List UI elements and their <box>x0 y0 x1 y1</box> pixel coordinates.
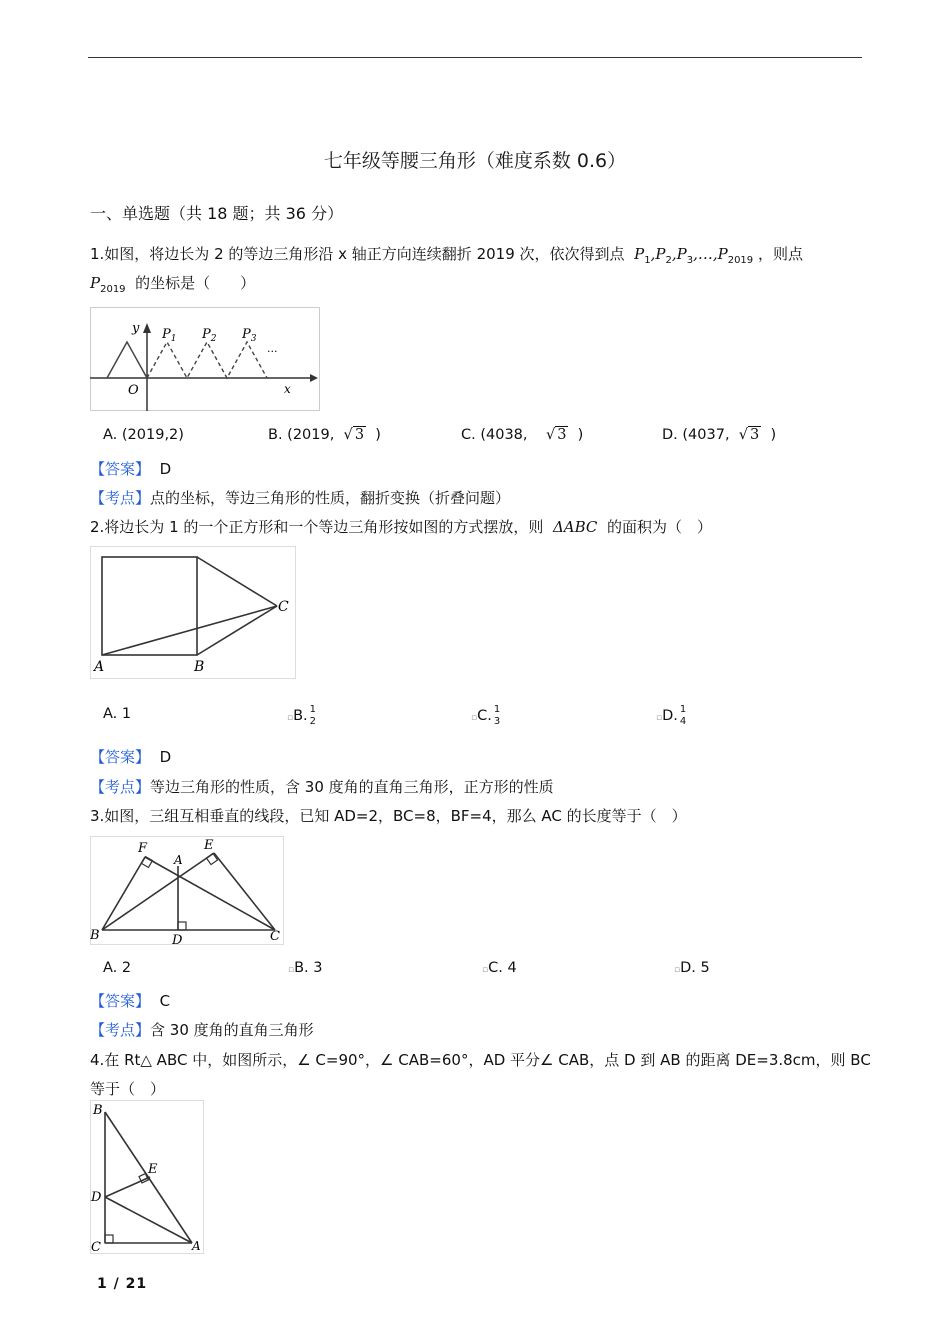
q4-text: 4.在 Rt△ ABC 中，如图所示，∠ C=90°，∠ CAB=60°，AD 平分∠ CAB，点 D 到 AB 的距离 DE=3.8cm，则 BC <box>90 1051 871 1069</box>
svg-text:C: C <box>91 1240 101 1255</box>
svg-text:O: O <box>128 383 139 398</box>
q3-option-c: ▫C. 4 <box>482 960 517 976</box>
page-title: 七年级等腰三角形（难度系数 0.6） <box>323 150 627 172</box>
svg-text:A: A <box>174 853 183 867</box>
q1-text: 1.如图，将边长为 2 的等边三角形沿 x 轴正方向连续翻折 2019 次，依次得到点 $P_1,P_2,P_3,\dots,P_{2019}$ ，则点 <box>90 245 803 266</box>
q2-topic: 【考点】等边三角形的性质，含 30 度角的直角三角形，正方形的性质 <box>90 778 554 796</box>
q2-option-a: A. 1 <box>103 706 132 722</box>
q1-option-b: B. (2019, √ 3 ) <box>268 427 381 443</box>
q2-option-d: ▫D. 1 4 <box>656 704 687 727</box>
q3-answer: 【答案】 C <box>90 992 171 1010</box>
q1-answer: 【答案】 D <box>90 460 172 478</box>
svg-text:B: B <box>93 1103 103 1118</box>
q3-figure <box>90 836 285 946</box>
q2-figure <box>90 546 297 679</box>
svg-text:C: C <box>278 599 289 615</box>
q2-text: 2.将边长为 1 的一个正方形和一个等边三角形按如图的方式摆放，则 ΔABC 的面积为（ ） <box>90 518 712 536</box>
svg-text:D: D <box>172 933 183 946</box>
q4-text-cont: 等于（ ） <box>90 1080 166 1098</box>
q2-option-b: ▫B. 1 2 <box>287 704 317 727</box>
svg-text:P1: $P_1$ <box>162 327 177 344</box>
svg-text:B: B <box>90 928 100 943</box>
q3-option-a: A. 2 <box>103 960 132 976</box>
svg-text:y: y <box>132 321 140 336</box>
q1-figure <box>90 307 322 411</box>
svg-text:D: D <box>91 1190 102 1205</box>
svg-text:E: E <box>204 838 214 853</box>
svg-text:P2: $P_2$ <box>202 327 217 344</box>
q3-option-d: ▫D. 5 <box>674 960 710 976</box>
page-number: 1 / 21 <box>97 1276 148 1292</box>
q2-option-c: ▫C. 1 3 <box>471 704 501 727</box>
svg-text:A: A <box>192 1239 201 1253</box>
svg-text:C: C <box>270 929 280 944</box>
q2-answer: 【答案】 D <box>90 748 172 766</box>
svg-text:F: F <box>138 841 148 856</box>
q1-option-d: D. (4037, √ 3 ) <box>662 427 777 443</box>
svg-text:E: E <box>148 1162 158 1177</box>
q1-option-a: A. (2019,2) <box>103 427 184 443</box>
q1-topic: 【考点】点的坐标，等边三角形的性质，翻折变换（折叠问题） <box>90 489 511 507</box>
q3-topic: 【考点】含 30 度角的直角三角形 <box>90 1021 314 1039</box>
svg-text:B: B <box>194 659 205 675</box>
header-rule <box>88 57 862 58</box>
svg-text:P3: $P_3$ <box>242 327 257 344</box>
q1-option-c: C. (4038, √ 3 ) <box>461 427 584 443</box>
svg-text:···: ··· <box>267 345 278 358</box>
q3-option-b: ▫B. 3 <box>288 960 323 976</box>
section-heading: 一、单选题（共 18 题；共 36 分） <box>90 204 344 223</box>
q4-figure <box>90 1100 205 1255</box>
q3-text: 3.如图，三组互相垂直的线段，已知 AD=2，BC=8，BF=4，那么 AC 的长度等于（ ） <box>90 807 687 825</box>
svg-text:A: A <box>94 659 105 675</box>
svg-text:x: x <box>284 382 291 396</box>
q1-text-cont: $P_{2019}$ 的坐标是（ ） <box>90 274 256 295</box>
